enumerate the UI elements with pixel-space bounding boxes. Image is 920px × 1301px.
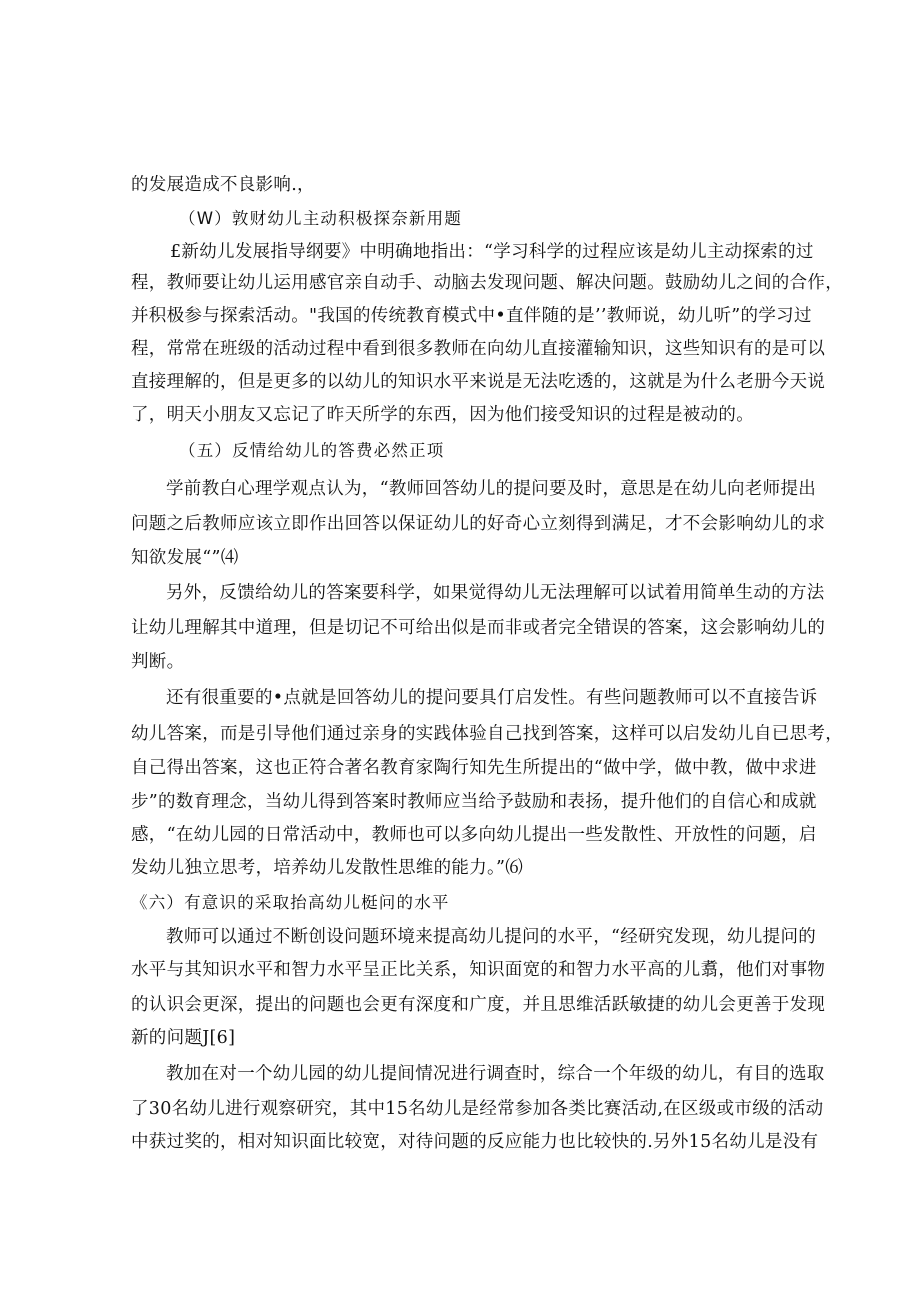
paragraph-line: 知欲发展“”⑷ — [131, 548, 239, 568]
paragraph-line: 自己得出答案，这也正符合著名教育家陶行知先生所提出的“做中学，做中教，做中求进 — [131, 758, 817, 778]
paragraph-line: 感，“在幼儿园的日常活动中，教师也可以多向幼儿提出一些发散性、开放性的问题，启 — [131, 825, 817, 845]
paragraph-line: 判断。 — [131, 652, 185, 672]
paragraph-line: 让幼儿理解其中道理，但是切记不可给出似是而非或者完全错误的答案，这会影响幼儿的 — [131, 618, 826, 638]
paragraph-line: 的发展造成不良影响.， — [131, 175, 315, 195]
section-heading: 《六）有意识的采取抬高幼儿梃问的水平 — [131, 893, 450, 912]
paragraph-line: 幼儿答案，而是引导他们通过亲身的实践体验自己找到答案，这样可以启发幼儿自已思考， — [131, 724, 843, 744]
paragraph-line: 并积极参与探索活动。"我国的传统教育模式中•直伴随的是’’教师说，幼儿听”的学习过 — [131, 306, 812, 326]
paragraph-line: 学前教白心理学观点认为，“教师回答幼儿的提问要及时，意思是在幼儿向老师提出 — [166, 479, 817, 499]
paragraph-line: 直接理解的，但是更多的以幼儿的知识水平来说是无法吃透的，这就是为什么老册今天说 — [131, 372, 826, 392]
section-heading: （五）反情给幼儿的答费必然正项 — [179, 441, 445, 460]
paragraph-line: £新幼儿发展指导纲要》中明确地指出：“学习科学的过程应该是幼儿主动探索的过 — [170, 242, 814, 262]
paragraph-line: 另外，反馈给幼儿的答案要科学，如果觉得幼儿无法理解可以试着用简单生动的方法 — [166, 583, 825, 603]
paragraph-line: 还有很重要的•点就是回答幼儿的提问要具仃启发性。有些问题教师可以不直接告诉 — [166, 688, 818, 708]
paragraph-line: 程，常常在班级的活动过程中看到很多教师在向幼儿直接灌输知识，这些知识有的是可以 — [131, 339, 826, 359]
paragraph-line: 发幼儿独立思考，培养幼儿发散性思维的能力。”⑹ — [131, 858, 524, 878]
paragraph-line: 中获过奖的，相对知识面比较宽，对待问题的反应能力也比较快的.另外15名幼儿是没有 — [131, 1132, 819, 1152]
paragraph-line: 的认识会更深，提出的问题也会更有深度和广度，并且思维活跃敏捷的幼儿会更善于发现 — [131, 995, 826, 1015]
section-heading: （W）敦财幼儿主动积极探奈新用题 — [179, 209, 463, 228]
paragraph-line: 程，教师要让幼儿运用感官亲自动手、动脑去发现问题、解决问题。鼓励幼儿之间的合作， — [131, 273, 843, 293]
paragraph-line: 了，明天小朋友又忘记了昨天所学的东西，因为他们接受知识的过程是被动的。 — [131, 405, 754, 425]
paragraph-line: 新的问题J[6] — [131, 1028, 236, 1048]
paragraph-line: 步”的数育理念，当幼儿得到答案时教师应当给予鼓励和表扬，提升他们的自信心和成就 — [131, 792, 817, 812]
paragraph-line: 了30名幼儿进行观察研究，其中15名幼儿是经常参加各类比赛活动,在区级或市级的活动 — [131, 1099, 824, 1119]
paragraph-line: 教加在对一个幼儿园的幼儿提间情况进行调查时，综合一个年级的幼儿，有目的选取 — [166, 1064, 825, 1084]
paragraph-line: 教师可以通过不断创设问题环境来提高幼儿提问的水平，“经研究发现，幼儿提问的 — [166, 927, 817, 947]
paragraph-line: 问题之后教师应该立即作出回答以保证幼儿的好奇心立刻得到满足，才不会影响幼儿的求 — [131, 514, 826, 534]
paragraph-line: 水平与其知识水平和智力水平呈正比关系，知识面宽的和智力水平高的儿翥，他们对事物 — [131, 960, 826, 980]
